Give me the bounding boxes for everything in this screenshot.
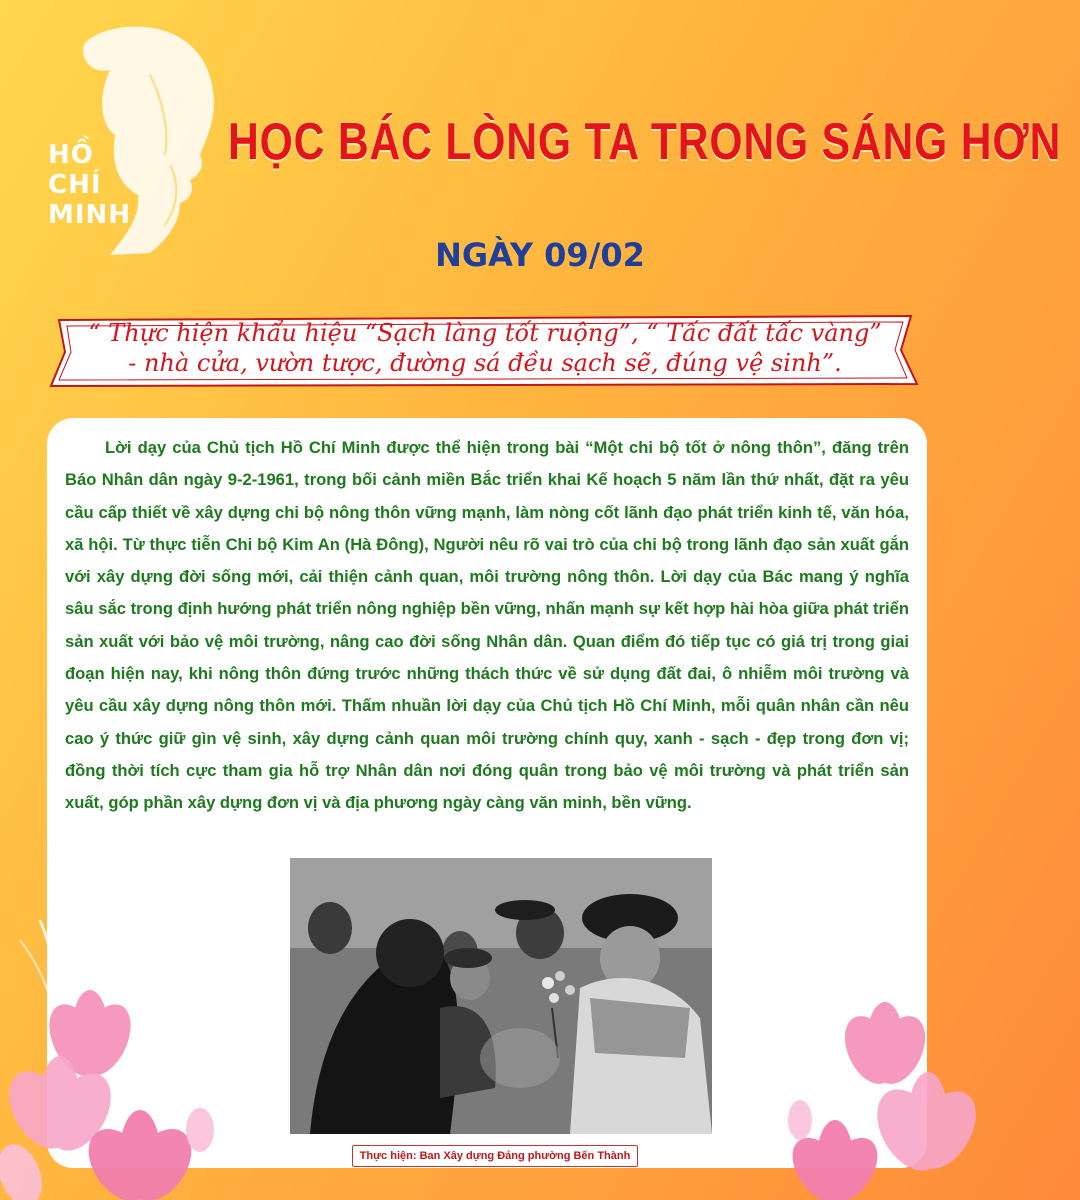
logo-line-3: MINH — [48, 200, 132, 230]
quote-line-2: - nhà cửa, vườn tược, đường sá đều sạch sẽ, đúng vệ sinh”. — [128, 349, 842, 377]
body-paragraph: Lời dạy của Chủ tịch Hồ Chí Minh được thể hiện trong bài “Một chi bộ tốt ở nông thôn”, đăng trên Báo Nhân dân ngày 9-2-1961, trong bối cảnh miền Bắc triển khai Kế hoạch 5 năm lần thứ nhất, đặt ra yêu cầu cấp thiết về xây dựng chi bộ nông thôn vững mạnh, làm nòng cốt lãnh đạo phát triển kinh tế, văn hóa, xã hội. Từ thực tiễn Chi bộ Kim An (Hà Đông), Người nêu rõ vai trò của chi bộ trong lãnh đạo sản xuất gắn với xây dựng đời sống mới, cải thiện cảnh quan, môi trường nông thôn. Lời dạy của Bác mang ý nghĩa sâu sắc trong định hướng phát triển nông nghiệp bền vững, nhấn mạnh sự kết hợp hài hòa giữa phát triển sản xuất với bảo vệ môi trường, nâng cao đời sống Nhân dân. Quan điểm đó tiếp tục có giá trị trong giai đoạn hiện nay, khi nông thôn đứng trước những thách thức về sử dụng đất đai, ô nhiễm môi trường và yêu cầu xây dựng nông thôn mới. Thấm nhuần lời dạy của Chủ tịch Hồ Chí Minh, mỗi quân nhân cần nêu cao ý thức giữ gìn vệ sinh, xây dựng cảnh quan môi trường chính quy, xanh - sạch - đẹp trong đơn vị; đồng thời tích cực tham gia hỗ trợ Nhân dân nơi đóng quân trong bảo vệ môi trường và phát triển sản xuất, góp phần xây dựng đơn vị và địa phương ngày càng văn minh, bền vững. — [65, 438, 909, 813]
page-title: HỌC BÁC LÒNG TA TRONG SÁNG HƠN — [228, 113, 1062, 171]
historical-photo — [290, 858, 712, 1134]
logo-text — [48, 140, 131, 230]
quote-banner — [45, 312, 925, 388]
logo-line-1: HỒ — [48, 140, 94, 170]
quote-text — [85, 318, 885, 378]
quote-line-1: “ Thực hiện khẩu hiệu “Sạch làng tốt ruộng”, “ Tấc đất tấc vàng” — [88, 319, 882, 347]
lotus-flowers-left-icon — [0, 880, 250, 1200]
lotus-flowers-right-icon — [740, 880, 960, 1200]
logo-line-2: CHÍ — [48, 170, 102, 200]
date-heading: NGÀY 09/02 — [435, 236, 645, 274]
credit-label: Thực hiện: Ban Xây dựng Đảng phường Bến Thành — [352, 1145, 638, 1167]
photo-scene — [290, 858, 712, 1134]
